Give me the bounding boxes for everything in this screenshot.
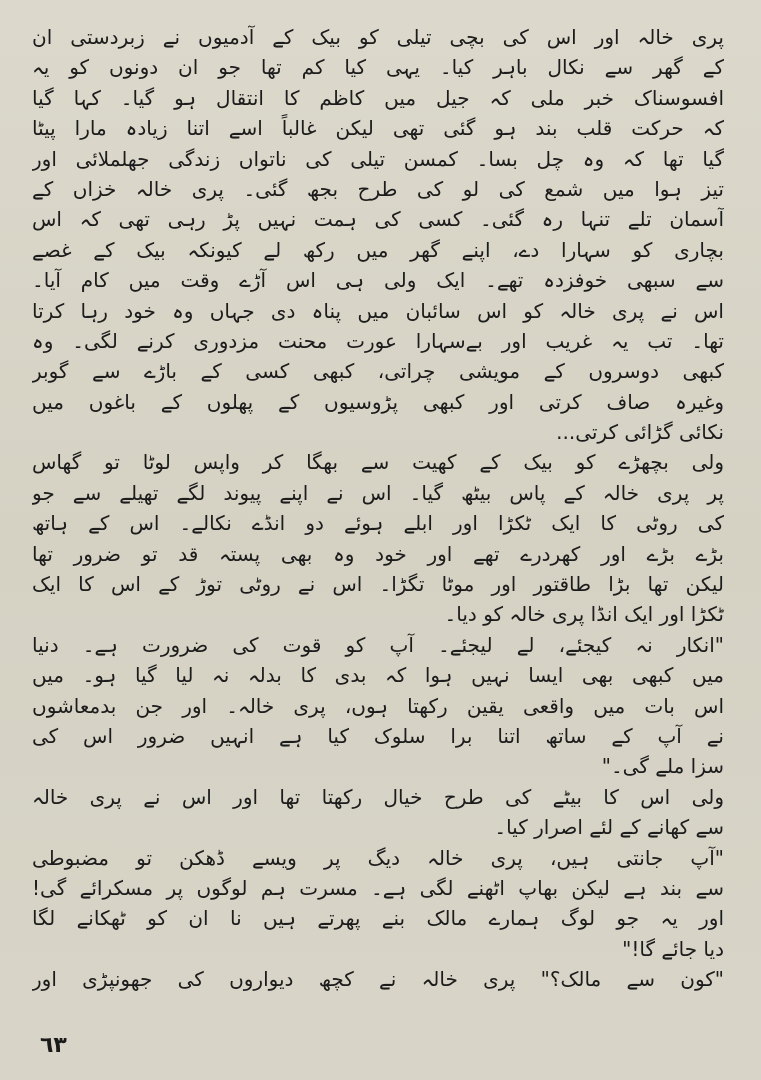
text-line: کے گھر سے نکال باہر کیا۔ یہی کیا کم تھا جو ان دونوں کو یہ [32,55,724,80]
text-line: "انکار نہ کیجئے، لے لیجئے۔ آپ کو قوت کی ضرورت ہے۔ دنیا [32,632,724,657]
text-line: ولی بچھڑے کو بیک کے کھیت سے بھگا کر واپس لوٹا تو گھاس [32,450,724,475]
text-line: کبھی دوسروں کے مویشی چراتی، کبھی کسی کے باڑے سے گوبر [32,359,724,384]
text-line: پری خالہ اور اس کی بچی تیلی کو بیک کے آدمیوں نے زبردستی ان [32,25,724,49]
text-line: لیکن تھا بڑا طاقتور اور موٹا تگڑا۔ اس نے روٹی توڑ کے اس کا ایک [32,572,724,597]
text-line: سے کھانے کے لئے اصرار کیا۔ [494,815,724,840]
text-line: سے بند ہے لیکن بھاپ اٹھنے لگی ہے۔ مسرت ہم لوگوں پر مسکرائے گی! [32,875,724,900]
body-text [32,22,724,995]
text-line: نے آپ کے ساتھ اتنا برا سلوک کیا ہے انہیں ضرور اس کی [32,723,724,748]
text-line: سزا ملے گی۔" [601,754,724,779]
text-line: اس بات میں واقعی یقین رکھتا ہوں، پری خالہ۔ اور جن بدمعاشوں [32,693,724,718]
text-line: کی روٹی کا ایک ٹکڑا اور ابلے ہوئے دو انڈے نکالے۔ اس کے ہاتھ [32,511,724,536]
text-line: تھا۔ تب یہ غریب اور بےسہارا عورت محنت مزدوری کرنے لگی۔ وہ [32,328,724,353]
page-number: ٦٣ [40,1033,67,1058]
text-line: کہ حرکت قلب بند ہو گئی تھی لیکن غالباً اسے اتنا زیادہ مارا پیٹا [32,116,724,141]
text-line: ولی اس کا بیٹے کی طرح خیال رکھتا تھا اور اس نے پری خالہ [32,784,724,809]
text-line: دیا جائے گا!" [622,936,724,961]
text-line: تیز ہوا میں شمع کی لو کی طرح بجھ گئی۔ پری خالہ خزاں کے [32,176,724,201]
text-line: اس نے پری خالہ کو اس سائبان میں پناہ دی جہاں وہ خود رہا کرتا [32,298,724,323]
text-line: نکائی گڑائی کرتی... [556,420,724,445]
text-line: "آپ جانتی ہیں، پری خالہ دیگ پر ویسے ڈھکن تو مضبوطی [32,845,724,870]
text-line: وغیرہ صاف کرتی اور کبھی پڑوسیوں کے پھلوں کے باغوں میں [32,389,724,414]
text-line: بڑے بڑے اور کھردرے تھے اور خود وہ بھی پستہ قد تو ضرور تھا [32,541,724,566]
text-line: ٹکڑا اور ایک انڈا پری خالہ کو دیا۔ [444,602,724,627]
text-line: میں کبھی بھی ایسا نہیں ہوا کہ بدی کا بدلہ نہ لیا گیا ہو۔ میں [32,663,724,688]
text-line: اور یہ جو لوگ ہمارے مالک بنے پھرتے ہیں نا ان کو ٹھکانے لگا [32,906,724,931]
text-line: "کون سے مالک؟" پری خالہ نے کچھ دیواروں کی جھونپڑی اور [32,967,724,992]
text-line: سے سبھی خوفزدہ تھے۔ ایک ولی ہی اس آڑے وقت میں کام آیا۔ [32,268,724,293]
text-line: پر پری خالہ کے پاس بیٹھ گیا۔ اس نے اپنے پیوند لگے تھیلے سے جو [32,480,724,505]
text-line: گیا تھا کہ وہ چل بسا۔ کمسن تیلی کی ناتواں زندگی جھلملائی اور [32,146,724,171]
text-line: بچاری کو سہارا دے، اپنے گھر میں رکھ لے کیونکہ بیک کے غصے [32,237,724,262]
text-line: آسمان تلے تنہا رہ گئی۔ کسی کی ہمت نہیں پڑ رہی تھی کہ اس [32,207,724,232]
text-line: افسوسناک خبر ملی کہ جیل میں کاظم کا انتقال ہو گیا۔ کہا گیا [32,85,724,110]
